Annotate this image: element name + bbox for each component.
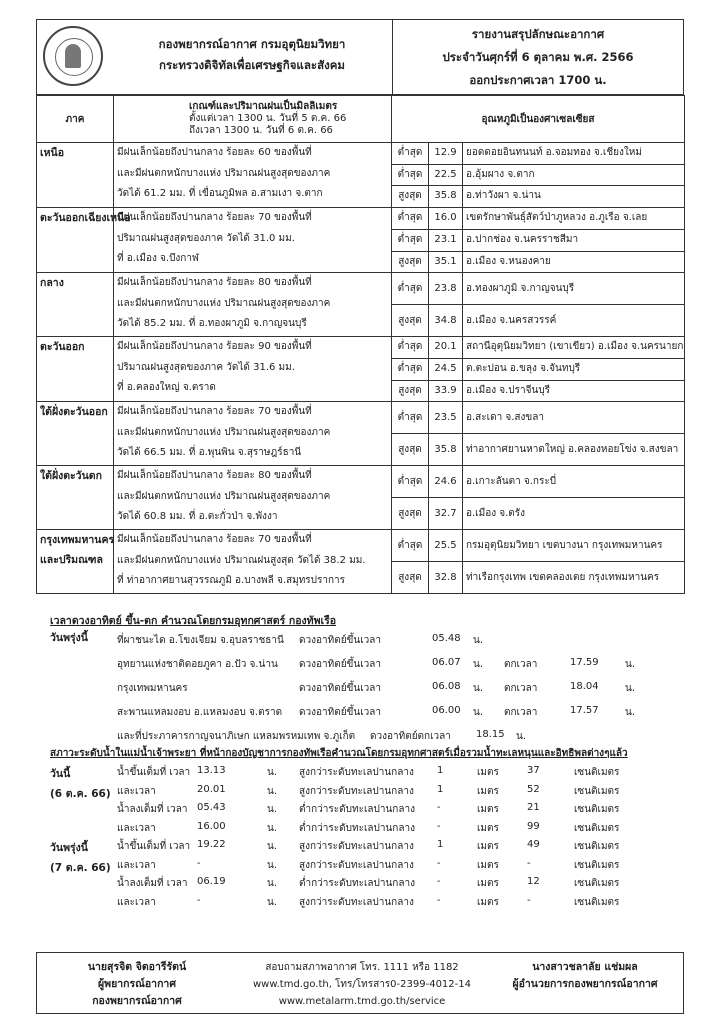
tide-day-date: (6 ต.ค. 66) [50,788,111,800]
tide-label: และเวลา [117,785,156,797]
temp-type: สูงสุด [392,562,429,594]
temp-value: 24.5 [429,358,463,380]
tide-time: 20.01 [197,783,226,795]
sun-rise-label: ดวงอาทิตย์ขึ้นเวลา [299,659,382,670]
sun-set-label: ตกเวลา [504,683,538,694]
report-footer [36,952,684,1014]
report-date: ประจำวันศุกร์ที่ 6 ตุลาคม พ.ศ. 2566 [442,50,634,64]
temp-value: 25.5 [429,530,463,562]
forecaster-block: นายสุรจิต จิตอารีรัตน์ ผู้พยากรณ์อากาศ กองพยากรณ์อากาศ [87,961,187,1007]
tmd-logo-icon [43,26,103,86]
tide-cmu: เซนติเมตร [574,878,620,889]
sun-day-label: วันพรุ่งนี้ [50,632,88,644]
temp-type: ต่ำสุด [392,164,429,186]
tide-desc: สูงกว่าระดับทะเลปานกลาง [299,859,414,871]
tide-mu: เมตร [477,878,499,889]
region-name: ตะวันออกเฉียงเหนือ [37,208,114,273]
tide-cmu: เซนติเมตร [574,841,620,852]
tide-mu: เมตร [477,785,499,797]
header-region: ภาค [37,96,114,143]
tide-time: 06.19 [197,876,226,887]
temp-value: 16.0 [429,208,463,230]
tide-u: น. [267,878,278,889]
tide-cm: 99 [527,820,540,832]
temp-value: 32.8 [429,562,463,594]
temp-type: สูงสุด [392,186,429,208]
tide-m: - [437,857,441,869]
tide-label: น้ำขึ้นเต็มที่ เวลา [117,841,191,852]
tide-label: น้ำลงเต็มที่ เวลา [117,878,188,889]
tide-u: น. [267,767,278,778]
temp-location: อ.ทองผาภูมิ จ.กาญจนบุรี [463,273,685,305]
tide-desc: สูงกว่าระดับทะเลปานกลาง [299,767,414,778]
tide-u: น. [267,896,278,908]
tide-desc: สูงกว่าระดับทะเลปานกลาง [299,841,414,852]
sun-place: กรุงเทพมหานคร [117,683,188,694]
tide-time: 19.22 [197,839,226,850]
tide-time: 16.00 [197,820,226,832]
region-row [37,208,685,230]
org-name: กองพยากรณ์อากาศ กรมอุตุนิยมวิทยา [158,37,346,51]
sun-unit1: น. [473,707,484,718]
temp-value: 35.8 [429,434,463,466]
tide-u: น. [267,841,278,852]
tide-m: - [437,820,441,832]
tide-desc: ต่ำกว่าระดับทะเลปานกลาง [299,878,415,889]
sun-rise: 06.07 [432,657,461,668]
sun-place: ที่ผาชนะได อ.โขงเจียม จ.อุบลราชธานี [117,635,284,646]
temp-type: ต่ำสุด [392,208,429,230]
tide-day-label: วันนี้ [50,768,71,780]
tide-u: น. [267,822,278,834]
table-header-row [37,96,685,143]
report-header [36,19,684,95]
temp-location: อ.ท่าวังผา จ.น่าน [463,186,685,208]
temp-type: ต่ำสุด [392,358,429,380]
director-block: นางสาวชลาลัย แช่มผล ผู้อำนวยการกองพยากรณ์อากาศ [512,961,658,990]
sun-set: 17.59 [570,657,599,668]
tide-cm: 12 [527,876,540,887]
region-name: กลาง [37,273,114,337]
temp-type: สูงสุด [392,498,429,530]
rain-summary: มีฝนเล็กน้อยถึงปานกลาง ร้อยละ 60 ของพื้นที่ และมีฝนตกหนักบางแห่ง ปริมาณฝนสูงสุดของภาค วัดได้ 61.2 มม. ที่ เขื่อนภูมิพล อ.สามเงา จ.ตาก [114,143,392,208]
temp-location: เขตรักษาพันธุ์สัตว์ป่าภูหลวง อ.ภูเรือ จ.เลย [463,208,685,230]
tide-m: 1 [437,783,444,795]
region-name: กรุงเทพมหานคร และปริมณฑล [37,530,114,594]
tide-mu: เมตร [477,767,499,778]
tide-m: 1 [437,839,444,850]
tide-m: - [437,802,441,813]
sun-unit1: น. [473,635,484,646]
tide-cmu: เซนติเมตร [574,896,620,908]
rain-summary: มีฝนเล็กน้อยถึงปานกลาง ร้อยละ 80 ของพื้นที่ และมีฝนตกหนักบางแห่ง ปริมาณฝนสูงสุดของภาค วัดได้ 85.2 มม. ที่ อ.ทองผาภูมิ จ.กาญจนบุรี [114,273,392,337]
temp-type: ต่ำสุด [392,143,429,165]
tide-cmu: เซนติเมตร [574,767,620,778]
temp-value: 34.8 [429,305,463,337]
sun-unit2: น. [625,659,636,670]
tide-label: และเวลา [117,859,156,871]
tide-cmu: เซนติเมตร [574,804,620,815]
sun-place: สะพานแหลมงอบ อ.แหลมงอบ จ.ตราด [117,707,283,718]
sun-rise-label: ดวงอาทิตย์ขึ้นเวลา [299,635,382,646]
tide-label: น้ำขึ้นเต็มที่ เวลา [117,767,191,778]
rain-summary: มีฝนเล็กน้อยถึงปานกลาง ร้อยละ 80 ของพื้นที่ และมีฝนตกหนักบางแห่ง ปริมาณฝนสูงสุดของภาค วัดได้ 60.8 มม. ที่ อ.ตะกั่วป่า จ.พังงา [114,466,392,530]
tide-day-date: (7 ต.ค. 66) [50,862,111,874]
region-name: ใต้ฝั่งตะวันตก [37,466,114,530]
tide-desc: สูงกว่าระดับทะเลปานกลาง [299,896,414,908]
tide-m: - [437,876,441,887]
tide-label: และเวลา [117,822,156,834]
sun-set: 18.04 [570,681,599,692]
tide-mu: เมตร [477,841,499,852]
sun-unit1: น. [473,683,484,694]
temp-location: อ.เกาะลันตา จ.กระบี่ [463,466,685,498]
tide-cmu: เซนติเมตร [574,785,620,797]
temp-value: 23.8 [429,273,463,305]
region-row [37,402,685,434]
tide-cmu: เซนติเมตร [574,822,620,834]
region-row [37,143,685,165]
temp-location: กรมอุตุนิยมวิทยา เขตบางนา กรุงเทพมหานคร [463,530,685,562]
tide-m: - [437,894,441,906]
tide-mu: เมตร [477,859,499,871]
temp-value: 23.5 [429,402,463,434]
region-name: เหนือ [37,143,114,208]
region-row [37,337,685,359]
tide-section-title: สภาวะระดับน้ำในแม่น้ำเจ้าพระยา ที่หน้ากองบัญชาการกองทัพเรือคำนวณโดยกรมอุทกศาสตร์เมื่อรวมน้ำทะเลหนุนและอิทธิพลต่างๆแล้ว [50,748,628,759]
rain-summary: มีฝนเล็กน้อยถึงปานกลาง ร้อยละ 70 ของพื้นที่ และมีฝนตกหนักบางแห่ง ปริมาณฝนสูงสุดของภาค วัดได้ 66.5 มม. ที่ อ.พุนพิน จ.สุราษฎร์ธานี [114,402,392,466]
region-row [37,466,685,498]
tide-desc: ต่ำกว่าระดับทะเลปานกลาง [299,804,415,815]
temp-location: อ.เมือง จ.ปราจีนบุรี [463,380,685,402]
tide-cm: 21 [527,802,540,813]
tide-time: 13.13 [197,765,226,776]
temp-type: สูงสุด [392,434,429,466]
tide-time: - [197,857,201,869]
tide-mu: เมตร [477,804,499,815]
temp-location: ต.ตะปอน อ.ขลุง จ.จันทบุรี [463,358,685,380]
temp-type: ต่ำสุด [392,402,429,434]
temp-type: สูงสุด [392,251,429,273]
temp-value: 35.1 [429,251,463,273]
temp-value: 33.9 [429,380,463,402]
tide-desc: สูงกว่าระดับทะเลปานกลาง [299,785,414,797]
temp-type: สูงสุด [392,380,429,402]
tide-u: น. [267,785,278,797]
tide-u: น. [267,859,278,871]
temp-location: อ.อุ้มผาง จ.ตาก [463,164,685,186]
temp-location: อ.เมือง จ.ตรัง [463,498,685,530]
sun-last-row: และที่ประภาคารกาญจนาภิเษก แหลมพรหมเทพ จ.ภูเก็ต ดวงอาทิตย์ตกเวลา 18.15 น. [117,729,527,742]
tide-mu: เมตร [477,896,499,908]
tide-cm: - [527,857,531,869]
tide-cm: 52 [527,783,540,795]
sun-unit2: น. [625,683,636,694]
rain-summary: มีฝนเล็กน้อยถึงปานกลาง ร้อยละ 70 ของพื้นที่ ปริมาณฝนสูงสุดของภาค วัดได้ 31.0 มม. ที่ อ.เมือง จ.บึงกาฬ [114,208,392,273]
temp-location: อ.ปากช่อง จ.นครราชสีมา [463,229,685,251]
temp-value: 20.1 [429,337,463,359]
tide-label: น้ำลงเต็มที่ เวลา [117,804,188,815]
region-row [37,530,685,562]
rain-summary: มีฝนเล็กน้อยถึงปานกลาง ร้อยละ 90 ของพื้นที่ ปริมาณฝนสูงสุดของภาค วัดได้ 31.6 มม. ที่ อ.คลองใหญ่ จ.ตราด [114,337,392,402]
sun-unit1: น. [473,659,484,670]
sun-unit2: น. [625,707,636,718]
tide-cmu: เซนติเมตร [574,859,620,871]
tide-day-label: วันพรุ่งนี้ [50,842,88,854]
temp-type: สูงสุด [392,305,429,337]
temp-value: 32.7 [429,498,463,530]
temp-value: 23.1 [429,229,463,251]
sun-rise: 06.08 [432,681,461,692]
temp-value: 35.8 [429,186,463,208]
sun-rise-label: ดวงอาทิตย์ขึ้นเวลา [299,683,382,694]
temp-value: 22.5 [429,164,463,186]
temp-location: ท่าอากาศยานหาดใหญ่ อ.คลองหอยโข่ง จ.สงขลา [463,434,685,466]
header-criteria: เกณฑ์และปริมาณฝนเป็นมิลลิเมตร ตั้งแต่เวลา 1300 น. วันที่ 5 ต.ค. 66 ถึงเวลา 1300 น. วันที่ 6 ต.ค. 66 [114,96,392,143]
temp-location: ท่าเรือกรุงเทพ เขตคลองเตย กรุงเทพมหานคร [463,562,685,594]
temp-type: ต่ำสุด [392,229,429,251]
tide-u: น. [267,804,278,815]
tide-time: - [197,894,201,906]
tide-desc: ต่ำกว่าระดับทะเลปานกลาง [299,822,415,834]
sun-place: อุทยานแห่งชาติดอยภูคา อ.ปัว จ.น่าน [117,659,278,670]
sun-rise: 06.00 [432,705,461,716]
temp-location: สถานีอุตุนิยมวิทยา (เขาเขียว) อ.เมือง จ.นครนายก [463,337,685,359]
temp-location: อ.เมือง จ.หนองคาย [463,251,685,273]
temp-type: ต่ำสุด [392,337,429,359]
sun-section-title: เวลาดวงอาทิตย์ ขึ้น-ตก คำนวณโดยกรมอุทกศาสตร์ กองทัพเรือ [50,615,337,627]
temp-value: 24.6 [429,466,463,498]
sun-rise-label: ดวงอาทิตย์ขึ้นเวลา [299,707,382,718]
header-temperature: อุณหภูมิเป็นองศาเซลเซียส [392,96,685,143]
temp-type: ต่ำสุด [392,530,429,562]
tide-time: 05.43 [197,802,226,813]
region-name: ใต้ฝั่งตะวันออก [37,402,114,466]
tide-m: 1 [437,765,444,776]
weather-summary-table [36,95,685,594]
ministry-name: กระทรวงดิจิทัลเพื่อเศรษฐกิจและสังคม [159,58,345,72]
sun-set-label: ตกเวลา [504,659,538,670]
temp-type: ต่ำสุด [392,273,429,305]
temp-value: 12.9 [429,143,463,165]
tide-cm: - [527,894,531,906]
region-name: ตะวันออก [37,337,114,402]
tide-cm: 37 [527,765,540,776]
temp-location: ยอดดอยอินทนนท์ อ.จอมทอง จ.เชียงใหม่ [463,143,685,165]
tide-label: และเวลา [117,896,156,908]
sun-set-label: ตกเวลา [504,707,538,718]
region-row [37,273,685,305]
rain-summary: มีฝนเล็กน้อยถึงปานกลาง ร้อยละ 70 ของพื้นที่ และมีฝนตกหนักบางแห่ง ปริมาณฝนสูงสุด วัดได้ 38.2 มม. ที่ ท่าอากาศยานสุวรรณภูมิ อ.บางพลี จ.สมุทรปราการ [114,530,392,594]
report-title: รายงานสรุปลักษณะอากาศ [471,27,605,41]
tide-mu: เมตร [477,822,499,834]
temp-location: อ.เมือง จ.นครสวรรค์ [463,305,685,337]
temp-type: ต่ำสุด [392,466,429,498]
issue-time: ออกประกาศเวลา 1700 น. [469,73,607,87]
sun-rise: 05.48 [432,633,461,644]
sun-set: 17.57 [570,705,599,716]
tide-cm: 49 [527,839,540,850]
contact-block: สอบถามสภาพอากาศ โทร. 1111 หรือ 1182 www.tmd.go.th, โทร/โทรสาร0-2399-4012-14 www.metalarm.tmd.go.th/service [252,962,471,1007]
temp-location: อ.สะเดา จ.สงขลา [463,402,685,434]
